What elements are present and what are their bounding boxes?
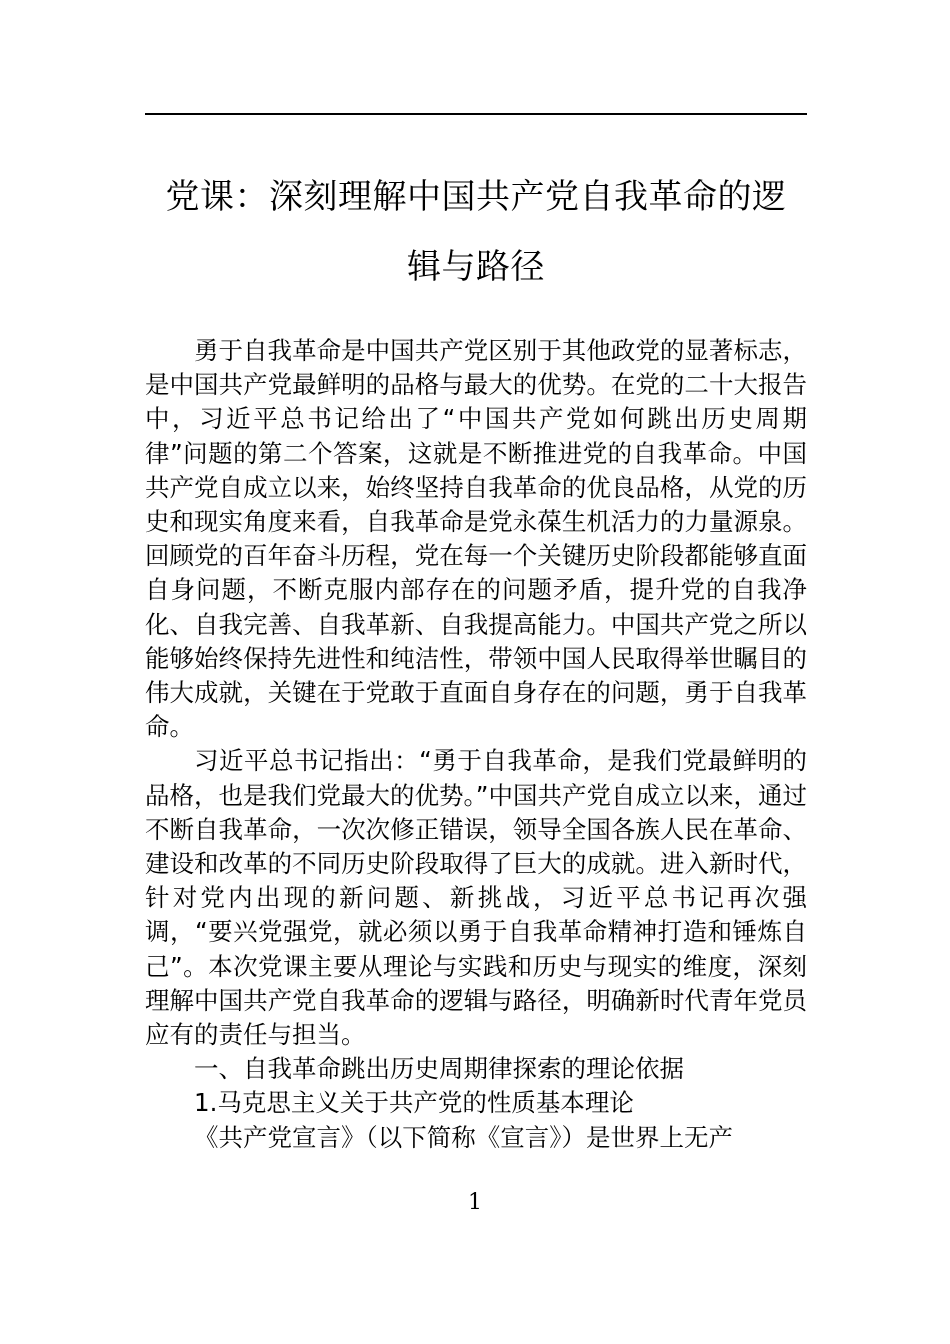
- paragraph-1: 勇于自我革命是中国共产党区别于其他政党的显著标志，是中国共产党最鲜明的品格与最大的优势。在党的二十大报告中，习近平总书记给出了“中国共产党如何跳出历史周期律”问题的第二个答案，这就是不断推进党的自我革命。中国共产党自成立以来，始终坚持自我革命的优良品格，从党的历史和现实角度来看，自我革命是党永葆生机活力的力量源泉。回顾党的百年奋斗历程，党在每一个关键历史阶段都能够直面自身问题，不断克服内部存在的问题矛盾，提升党的自我净化、自我完善、自我革新、自我提高能力。中国共产党之所以能够始终保持先进性和纯洁性，带领中国人民取得举世瞩目的伟大成就，关键在于党敢于直面自身存在的问题，勇于自我革命。: [145, 336, 807, 742]
- subsection-heading: 1.马克思主义关于共产党的性质基本理论: [194, 1088, 634, 1118]
- document-title: [145, 162, 807, 302]
- title-line-1: 党课：深刻理解中国共产党自我革命的逻: [165, 177, 787, 217]
- title-line-2: 辑与路径: [407, 247, 545, 287]
- paragraph-3-start: 《共产党宣言》（以下简称《宣言》）是世界上无产: [194, 1122, 733, 1152]
- header-rule: [145, 113, 807, 115]
- section-heading: 一、自我革命跳出历史周期律探索的理论依据: [194, 1054, 684, 1084]
- document-body: [145, 334, 807, 1155]
- page-number: 1: [468, 1190, 482, 1215]
- paragraph-2: 习近平总书记指出：“勇于自我革命，是我们党最鲜明的品格，也是我们党最大的优势。”中国共产党自成立以来，通过不断自我革命，一次次修正错误，领导全国各族人民在革命、建设和改革的不同历史阶段取得了巨大的成就。进入新时代，针对党内出现的新问题、新挑战，习近平总书记再次强调，“要兴党强党，就必须以勇于自我革命精神打造和锤炼自己”。本次党课主要从理论与实践和历史与现实的维度，深刻理解中国共产党自我革命的逻辑与路径，明确新时代青年党员应有的责任与担当。: [145, 746, 807, 1050]
